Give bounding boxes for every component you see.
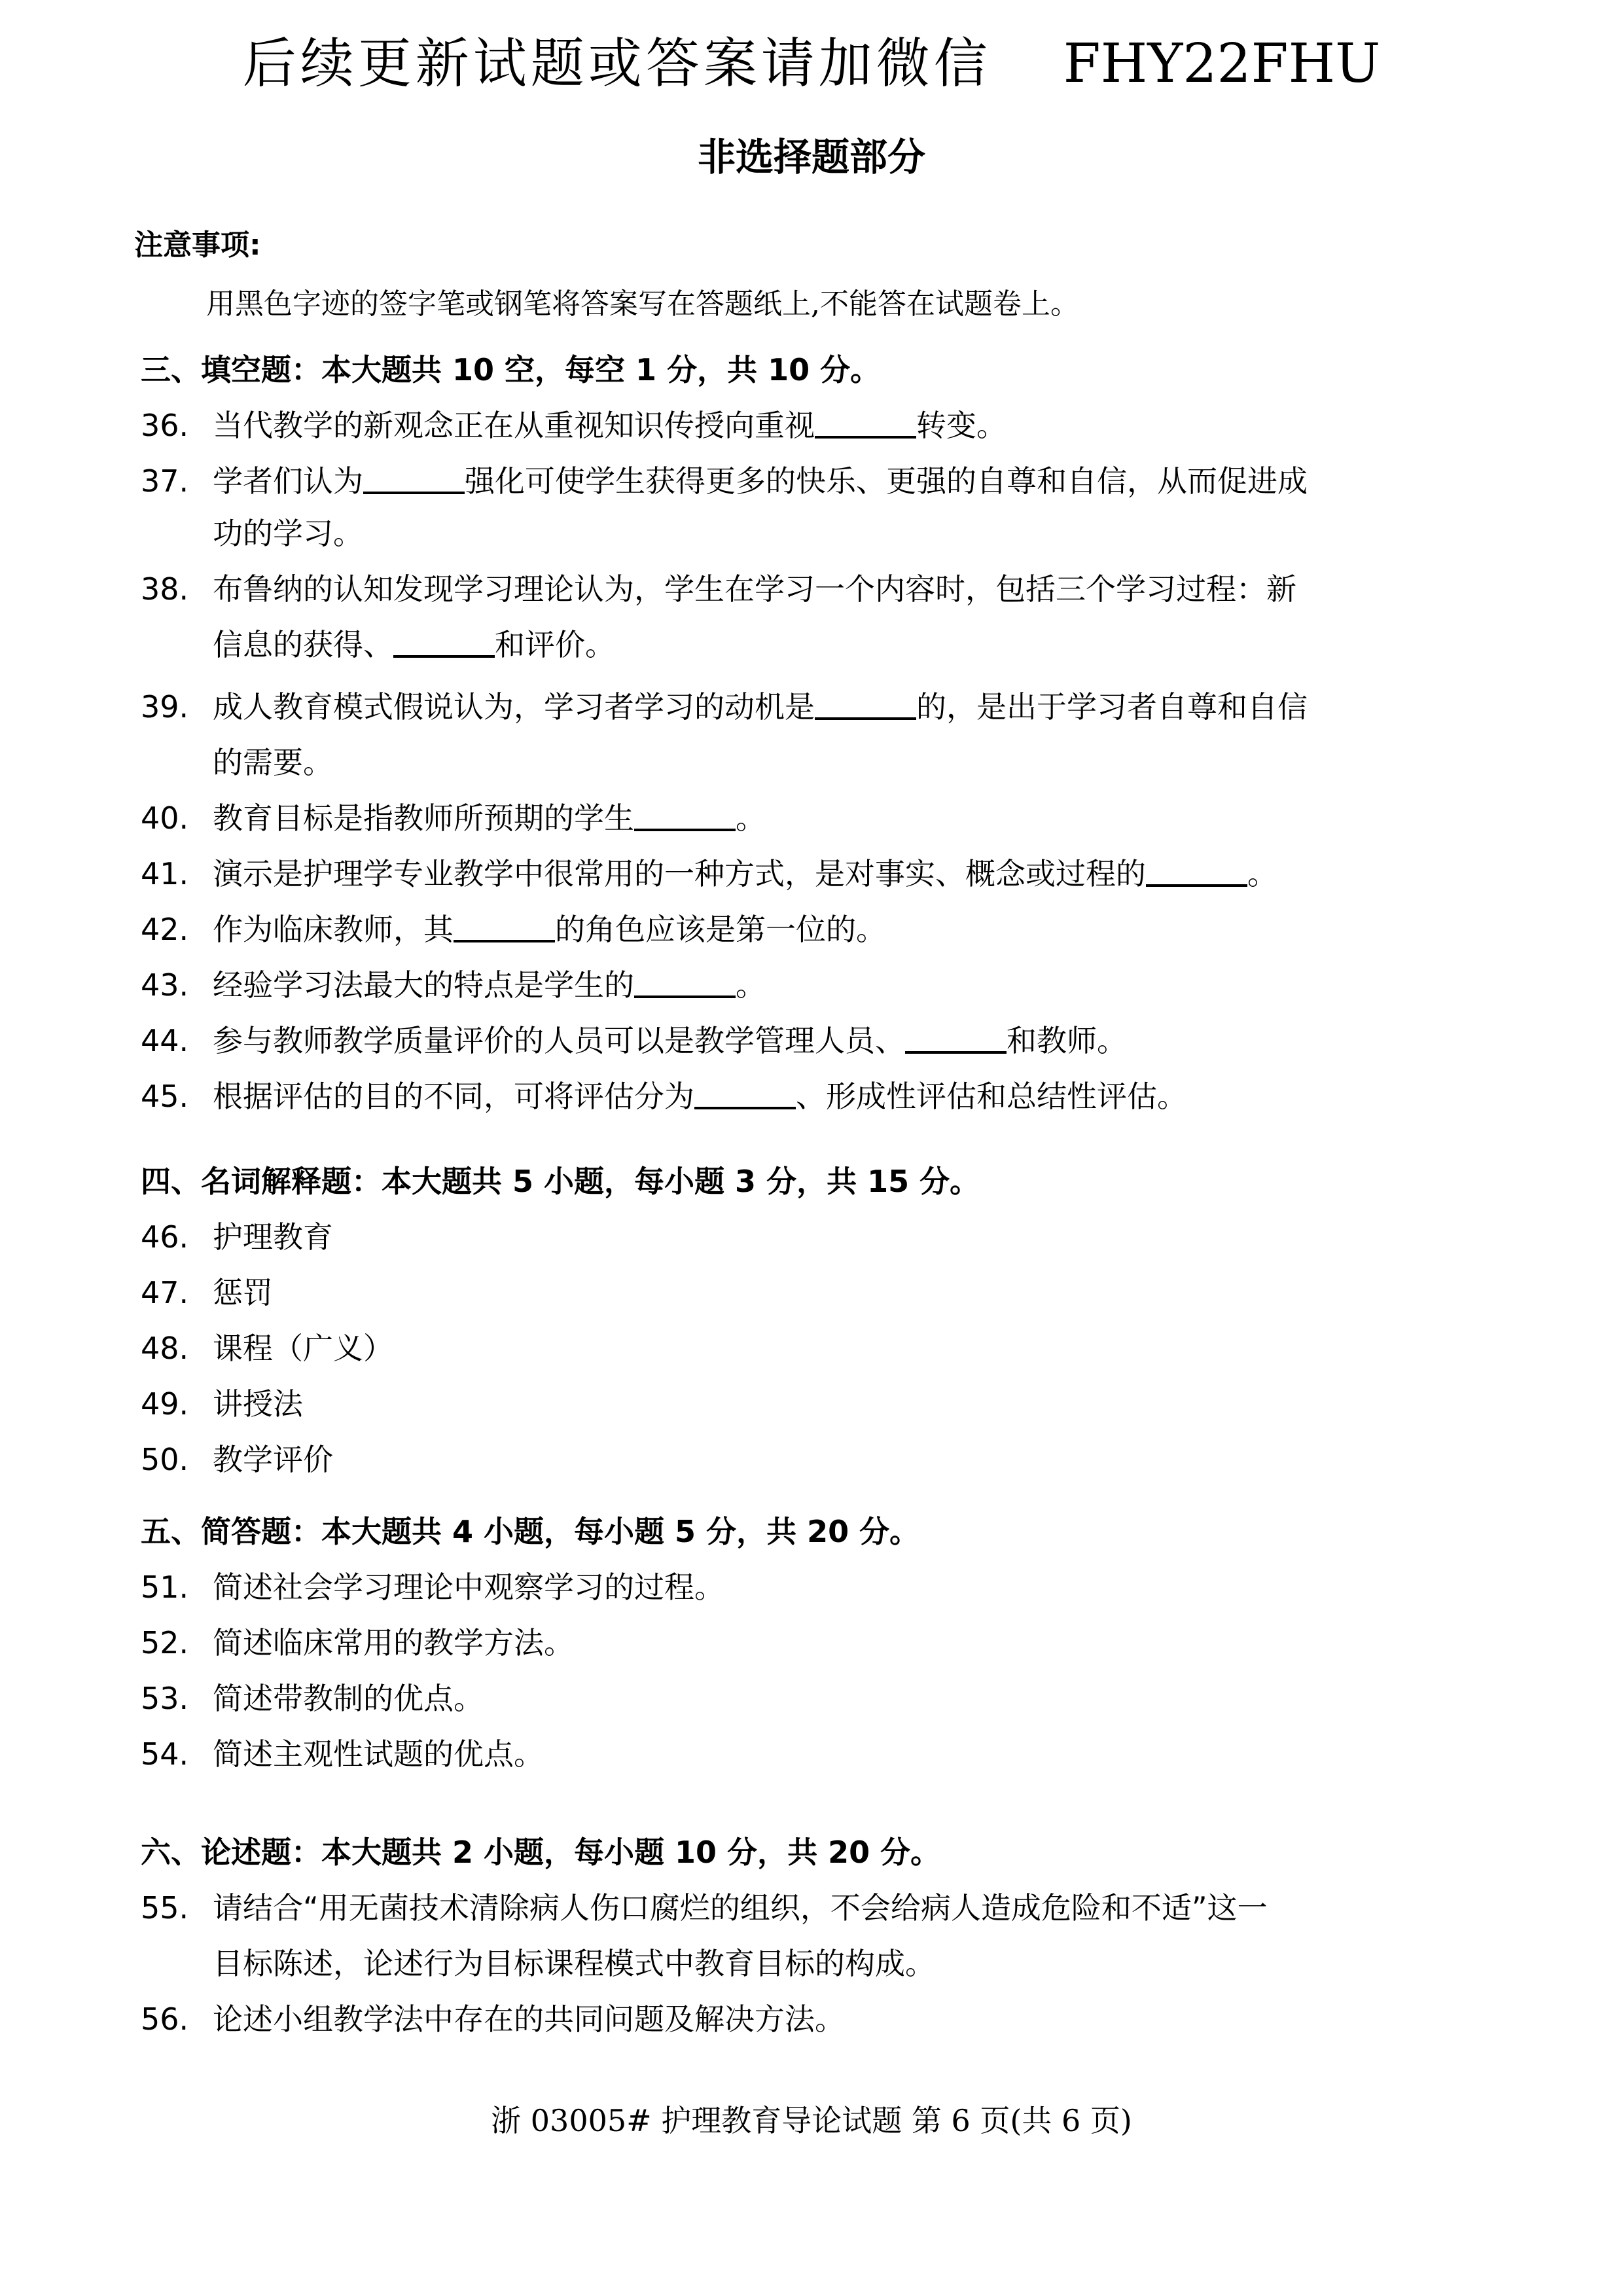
question-55: 55. 请结合“用无菌技术清除病人伤口腐烂的组织，不会给病人造成危险和不适”这一 — [141, 1890, 1268, 1926]
banner-code: FHY22FHU — [1063, 33, 1381, 95]
question-36: 36. 当代教学的新观念正在从重视知识传授向重视 转变。 — [141, 408, 1007, 443]
question-46: 46. 护理教育 — [141, 1219, 333, 1255]
section-heading-short-answer: 五、简答题：本大题共 4 小题，每小题 5 分，共 20 分。 — [141, 1514, 920, 1549]
answer-blank[interactable] — [815, 407, 916, 439]
section-heading-fill-blank: 三、填空题：本大题共 10 空，每空 1 分，共 10 分。 — [141, 352, 881, 387]
answer-blank[interactable] — [905, 1022, 1007, 1054]
question-43: 43. 经验学习法最大的特点是学生的 。 — [141, 967, 766, 1003]
question-50: 50. 教学评价 — [141, 1442, 333, 1477]
notice-text: 用黑色字迹的签字笔或钢笔将答案写在答题纸上,不能答在试题卷上。 — [206, 287, 1079, 321]
question-39-continued: 的需要。 — [213, 745, 333, 780]
question-48: 48. 课程（广义） — [141, 1331, 393, 1366]
notice-label: 注意事项: — [134, 228, 261, 262]
part-title: 非选择题部分 — [697, 135, 925, 179]
question-37: 37. 学者们认为 强化可使学生获得更多的快乐、更强的自尊和自信，从而促进成 — [141, 463, 1308, 499]
answer-blank[interactable] — [634, 967, 736, 998]
question-55-continued: 目标陈述，论述行为目标课程模式中教育目标的构成。 — [213, 1946, 935, 1981]
question-52: 52. 简述临床常用的教学方法。 — [141, 1625, 574, 1660]
question-40: 40. 教育目标是指教师所预期的学生 。 — [141, 800, 766, 836]
question-45: 45. 根据评估的目的不同，可将评估分为 、形成性评估和总结性评估。 — [141, 1079, 1187, 1114]
question-49: 49. 讲授法 — [141, 1386, 303, 1422]
question-39: 39. 成人教育模式假说认为，学习者学习的动机是 的，是出于学习者自尊和自信 — [141, 689, 1308, 725]
question-47: 47. 惩罚 — [141, 1275, 273, 1310]
section-heading-term-explain: 四、名词解释题：本大题共 5 小题，每小题 3 分，共 15 分。 — [141, 1164, 980, 1199]
answer-blank[interactable] — [815, 689, 916, 720]
question-56: 56. 论述小组教学法中存在的共同问题及解决方法。 — [141, 2001, 845, 2037]
page-footer: 浙 03005# 护理教育导论试题 第 6 页(共 6 页) — [491, 2103, 1132, 2138]
section-heading-essay: 六、论述题：本大题共 2 小题，每小题 10 分，共 20 分。 — [141, 1835, 941, 1870]
answer-blank[interactable] — [454, 911, 555, 942]
question-42: 42. 作为临床教师，其 的角色应该是第一位的。 — [141, 912, 886, 947]
question-44: 44. 参与教师教学质量评价的人员可以是教学管理人员、 和教师。 — [141, 1023, 1127, 1058]
question-37-continued: 功的学习。 — [213, 516, 363, 551]
question-41: 41. 演示是护理学专业教学中很常用的一种方式，是对事实、概念或过程的 。 — [141, 856, 1277, 891]
question-53: 53. 简述带教制的优点。 — [141, 1681, 484, 1716]
answer-blank[interactable] — [1146, 855, 1247, 887]
question-51: 51. 简述社会学习理论中观察学习的过程。 — [141, 1570, 724, 1605]
answer-blank[interactable] — [393, 626, 495, 658]
answer-blank[interactable] — [363, 463, 465, 494]
question-54: 54. 简述主观性试题的优点。 — [141, 1736, 544, 1772]
answer-blank[interactable] — [634, 800, 736, 831]
question-38-continued: 信息的获得、 和评价。 — [213, 627, 615, 662]
question-38: 38. 布鲁纳的认知发现学习理论认为，学生在学习一个内容时，包括三个学习过程：新 — [141, 571, 1296, 607]
answer-blank[interactable] — [694, 1078, 796, 1109]
banner-text: 后续更新试题或答案请加微信 — [242, 33, 991, 95]
watermark-banner — [0, 31, 1623, 97]
